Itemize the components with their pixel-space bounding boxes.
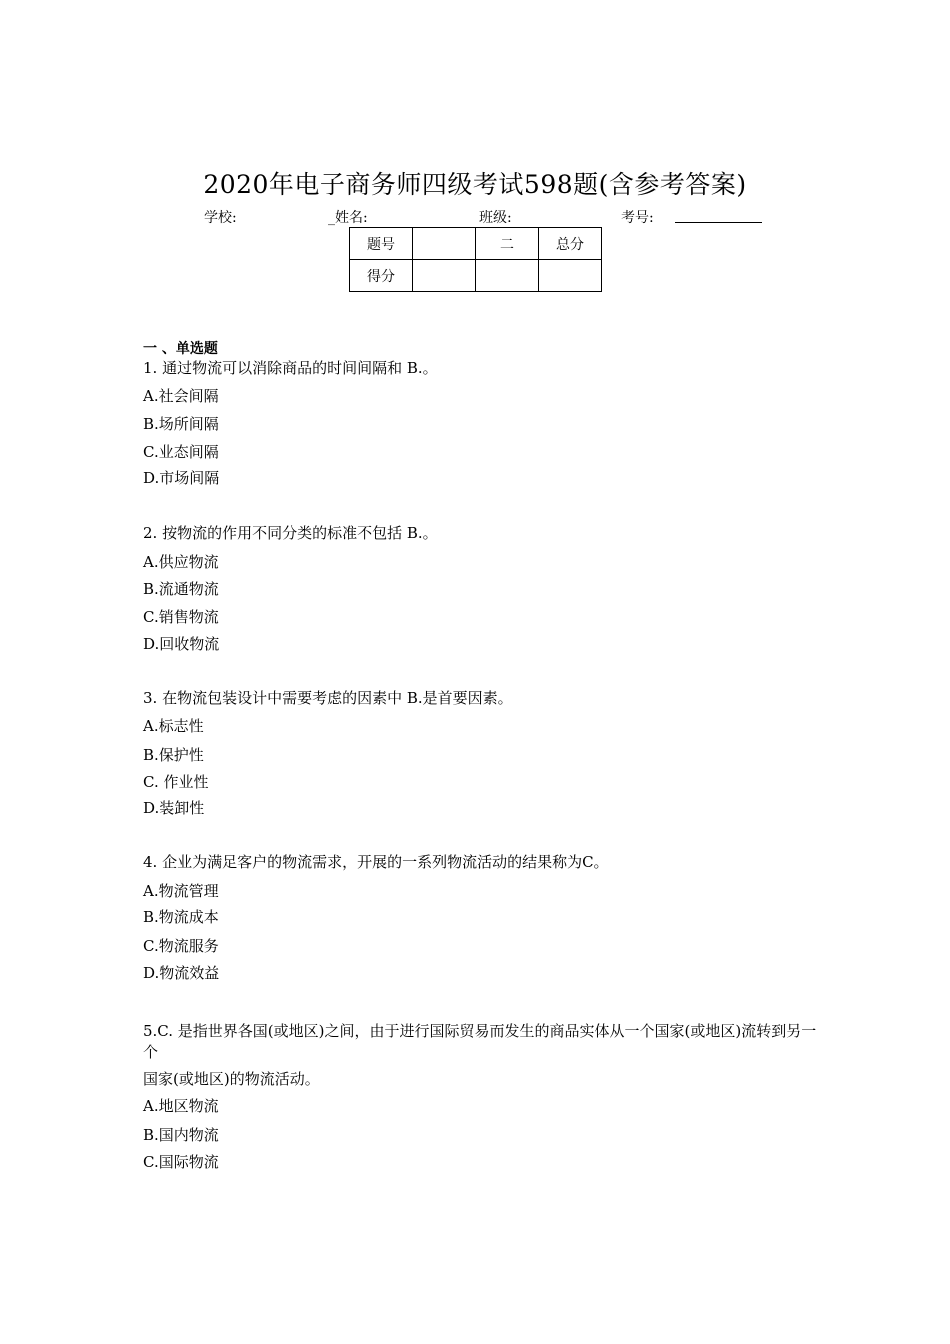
name-label: _姓名: — [328, 210, 368, 226]
question-5-continuation: 国家(或地区)的物流活动。 — [143, 1070, 320, 1088]
option: A.社会间隔 — [143, 387, 219, 405]
question-2: 2. 按物流的作用不同分类的标准不包括 B.。 — [143, 524, 438, 542]
option: C.销售物流 — [143, 608, 219, 626]
score-cell: 总分 — [539, 228, 602, 260]
question-3: 3. 在物流包装设计中需要考虑的因素中 B.是首要因素。 — [143, 689, 513, 707]
option: D.回收物流 — [143, 635, 220, 653]
option: C.国际物流 — [143, 1153, 219, 1171]
score-cell: 题号 — [350, 228, 413, 260]
option: A.物流管理 — [143, 882, 219, 900]
option: D.装卸性 — [143, 799, 205, 817]
option: C.业态间隔 — [143, 443, 219, 461]
option: B.流通物流 — [143, 580, 219, 598]
option: A.地区物流 — [143, 1097, 219, 1115]
score-cell — [413, 260, 476, 292]
score-table — [349, 227, 602, 292]
score-table-row — [350, 260, 602, 292]
score-table-row — [350, 228, 602, 260]
option: B.物流成本 — [143, 908, 219, 926]
option: B.场所间隔 — [143, 415, 219, 433]
option: D.市场间隔 — [143, 469, 220, 487]
score-cell — [539, 260, 602, 292]
option: B.国内物流 — [143, 1126, 219, 1144]
section-title: 一 、单选题 — [143, 341, 218, 357]
score-cell: 二 — [476, 228, 539, 260]
option: C. 作业性 — [143, 773, 209, 791]
score-cell — [476, 260, 539, 292]
question-5: 5.C. 是指世界各国(或地区)之间，由于进行国际贸易而发生的商品实体从一个国家(或地区)流转到另一个 — [143, 1022, 817, 1061]
question-4: 4. 企业为满足客户的物流需求，开展的一系列物流活动的结果称为C。 — [143, 853, 609, 871]
score-cell: 得分 — [350, 260, 413, 292]
option: D.物流效益 — [143, 964, 220, 982]
option: A.供应物流 — [143, 553, 219, 571]
school-label: 学校: — [204, 210, 237, 226]
page-title: 2020年电子商务师四级考试598题(含参考答案) — [203, 170, 747, 199]
exam-number-label: 考号: — [621, 210, 654, 226]
exam-number-underline — [675, 222, 762, 223]
score-cell — [413, 228, 476, 260]
option: A.标志性 — [143, 717, 204, 735]
option: C.物流服务 — [143, 937, 219, 955]
option: B.保护性 — [143, 746, 204, 764]
class-label: 班级: — [479, 210, 512, 226]
question-1: 1. 通过物流可以消除商品的时间间隔和 B.。 — [143, 359, 438, 377]
